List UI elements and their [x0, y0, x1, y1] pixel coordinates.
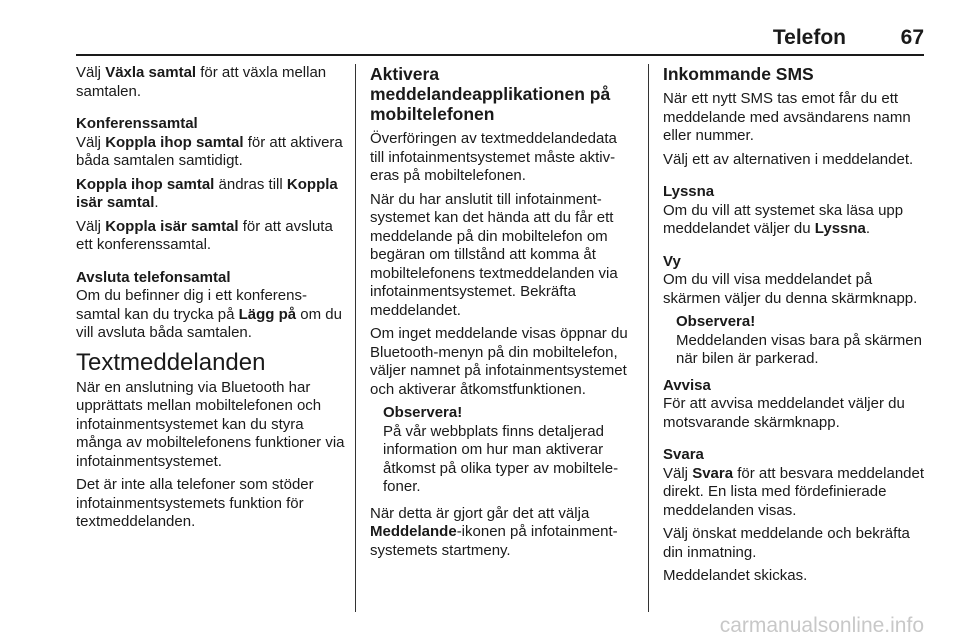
section-heading-conference: Konferenssamtal — [76, 115, 198, 132]
page-header — [76, 26, 924, 52]
watermark-text: carmanualsonline.info — [719, 614, 924, 637]
section-heading-view: Vy — [663, 252, 681, 270]
note-title: Observera! — [676, 313, 756, 330]
paragraph: Överföringen av textmeddelandedata till infotainmentsystemet måste aktiveras på mobiltelefonen. — [370, 130, 617, 184]
paragraph: Välj önskat meddelande och bekräfta din inmatning. — [663, 525, 910, 561]
paragraph: Välj Växla samtal för att växla mellan samtalen. — [76, 64, 327, 100]
paragraph: Om du vill att systemet ska läsa upp meddelandet väljer du Lyssna. — [663, 201, 904, 237]
column-divider — [648, 64, 649, 612]
note-box — [370, 404, 634, 497]
page-title: Telefon — [772, 26, 846, 49]
paragraph: Om du vill visa meddelandet på skärmen väljer du denna skärmknapp. — [663, 271, 918, 307]
paragraph: Välj ett av alternativen i meddelandet. — [663, 150, 914, 168]
column-divider — [355, 64, 356, 612]
note-text: Meddelanden visas bara på skärmen när bilen är parkerad. — [676, 331, 922, 367]
paragraph: Välj Koppla ihop samtal för att aktivera båda samtalen samtidigt. — [76, 133, 343, 169]
section-heading-end-call: Avsluta telefonsamtal — [76, 268, 231, 286]
section-heading-reply: Svara — [663, 446, 704, 463]
paragraph: När detta är gjort går det att välja Meddelande-ikonen på infotainmentsystemets startmeny. — [370, 504, 618, 559]
column-middle — [370, 64, 634, 565]
paragraph: Det är inte alla telefoner som stöder infotainmentsystemets funktion för textmeddelanden. — [76, 476, 314, 530]
paragraph: Om inget meddelande visas öppnar du Bluetooth-menyn på din mobiltelefon, väljer namnet på infotainmentsystemet och aktiverar åtkomstfunktionen. — [370, 325, 628, 398]
paragraph: Koppla ihop samtal ändras till Koppla isär samtal. — [76, 175, 338, 211]
column-right — [663, 64, 927, 591]
note-text: På vår webbplats finns detaljerad information om hur man aktiverar åtkomst på olika typer av mobiltelefoner. — [383, 422, 619, 495]
header-rule — [76, 54, 924, 56]
note-title: Observera! — [383, 404, 463, 421]
paragraph: Meddelandet skickas. — [663, 567, 808, 584]
paragraph: Om du befinner dig i ett konferenssamtal kan du trycka på Lägg på om du vill avsluta båda samtalen. — [76, 287, 342, 341]
page-number: 67 — [900, 26, 924, 49]
paragraph: Välj Svara för att besvara meddelandet direkt. En lista med fördefinierade meddelanden visas. — [663, 464, 925, 519]
paragraph: För att avvisa meddelandet väljer du motsvarande skärmknapp. — [663, 395, 905, 431]
chapter-heading-text-messages: Textmeddelanden — [76, 348, 266, 376]
paragraph: När du har anslutit till infotainmentsystemet kan det hända att du får ett meddelande på din mobiltelefon om begäran om tillstånd att komma åt mobiltelefonens textmeddelanden via infotainmentsystemet. Bekräfta meddelandet. — [370, 190, 618, 319]
section-heading-activate: Aktivera meddelandeapplikationen på mobiltelefonen — [370, 64, 611, 124]
paragraph: När ett nytt SMS tas emot får du ett meddelande med avsändarens namn eller nummer. — [663, 90, 911, 144]
section-heading-listen: Lyssna — [663, 183, 715, 200]
column-left — [76, 64, 346, 537]
paragraph: Välj Koppla isär samtal för att avsluta ett konferenssamtal. — [76, 217, 333, 253]
paragraph: När en anslutning via Bluetooth har upprättats mellan mobiltelefonen och infotainmentsystemet kan du styra många av mobiltelefonens funktioner via infotainmentsystemet. — [76, 378, 345, 470]
note-box — [663, 313, 927, 369]
section-heading-incoming-sms: Inkommande SMS — [663, 64, 814, 84]
section-heading-reject: Avvisa — [663, 376, 711, 394]
